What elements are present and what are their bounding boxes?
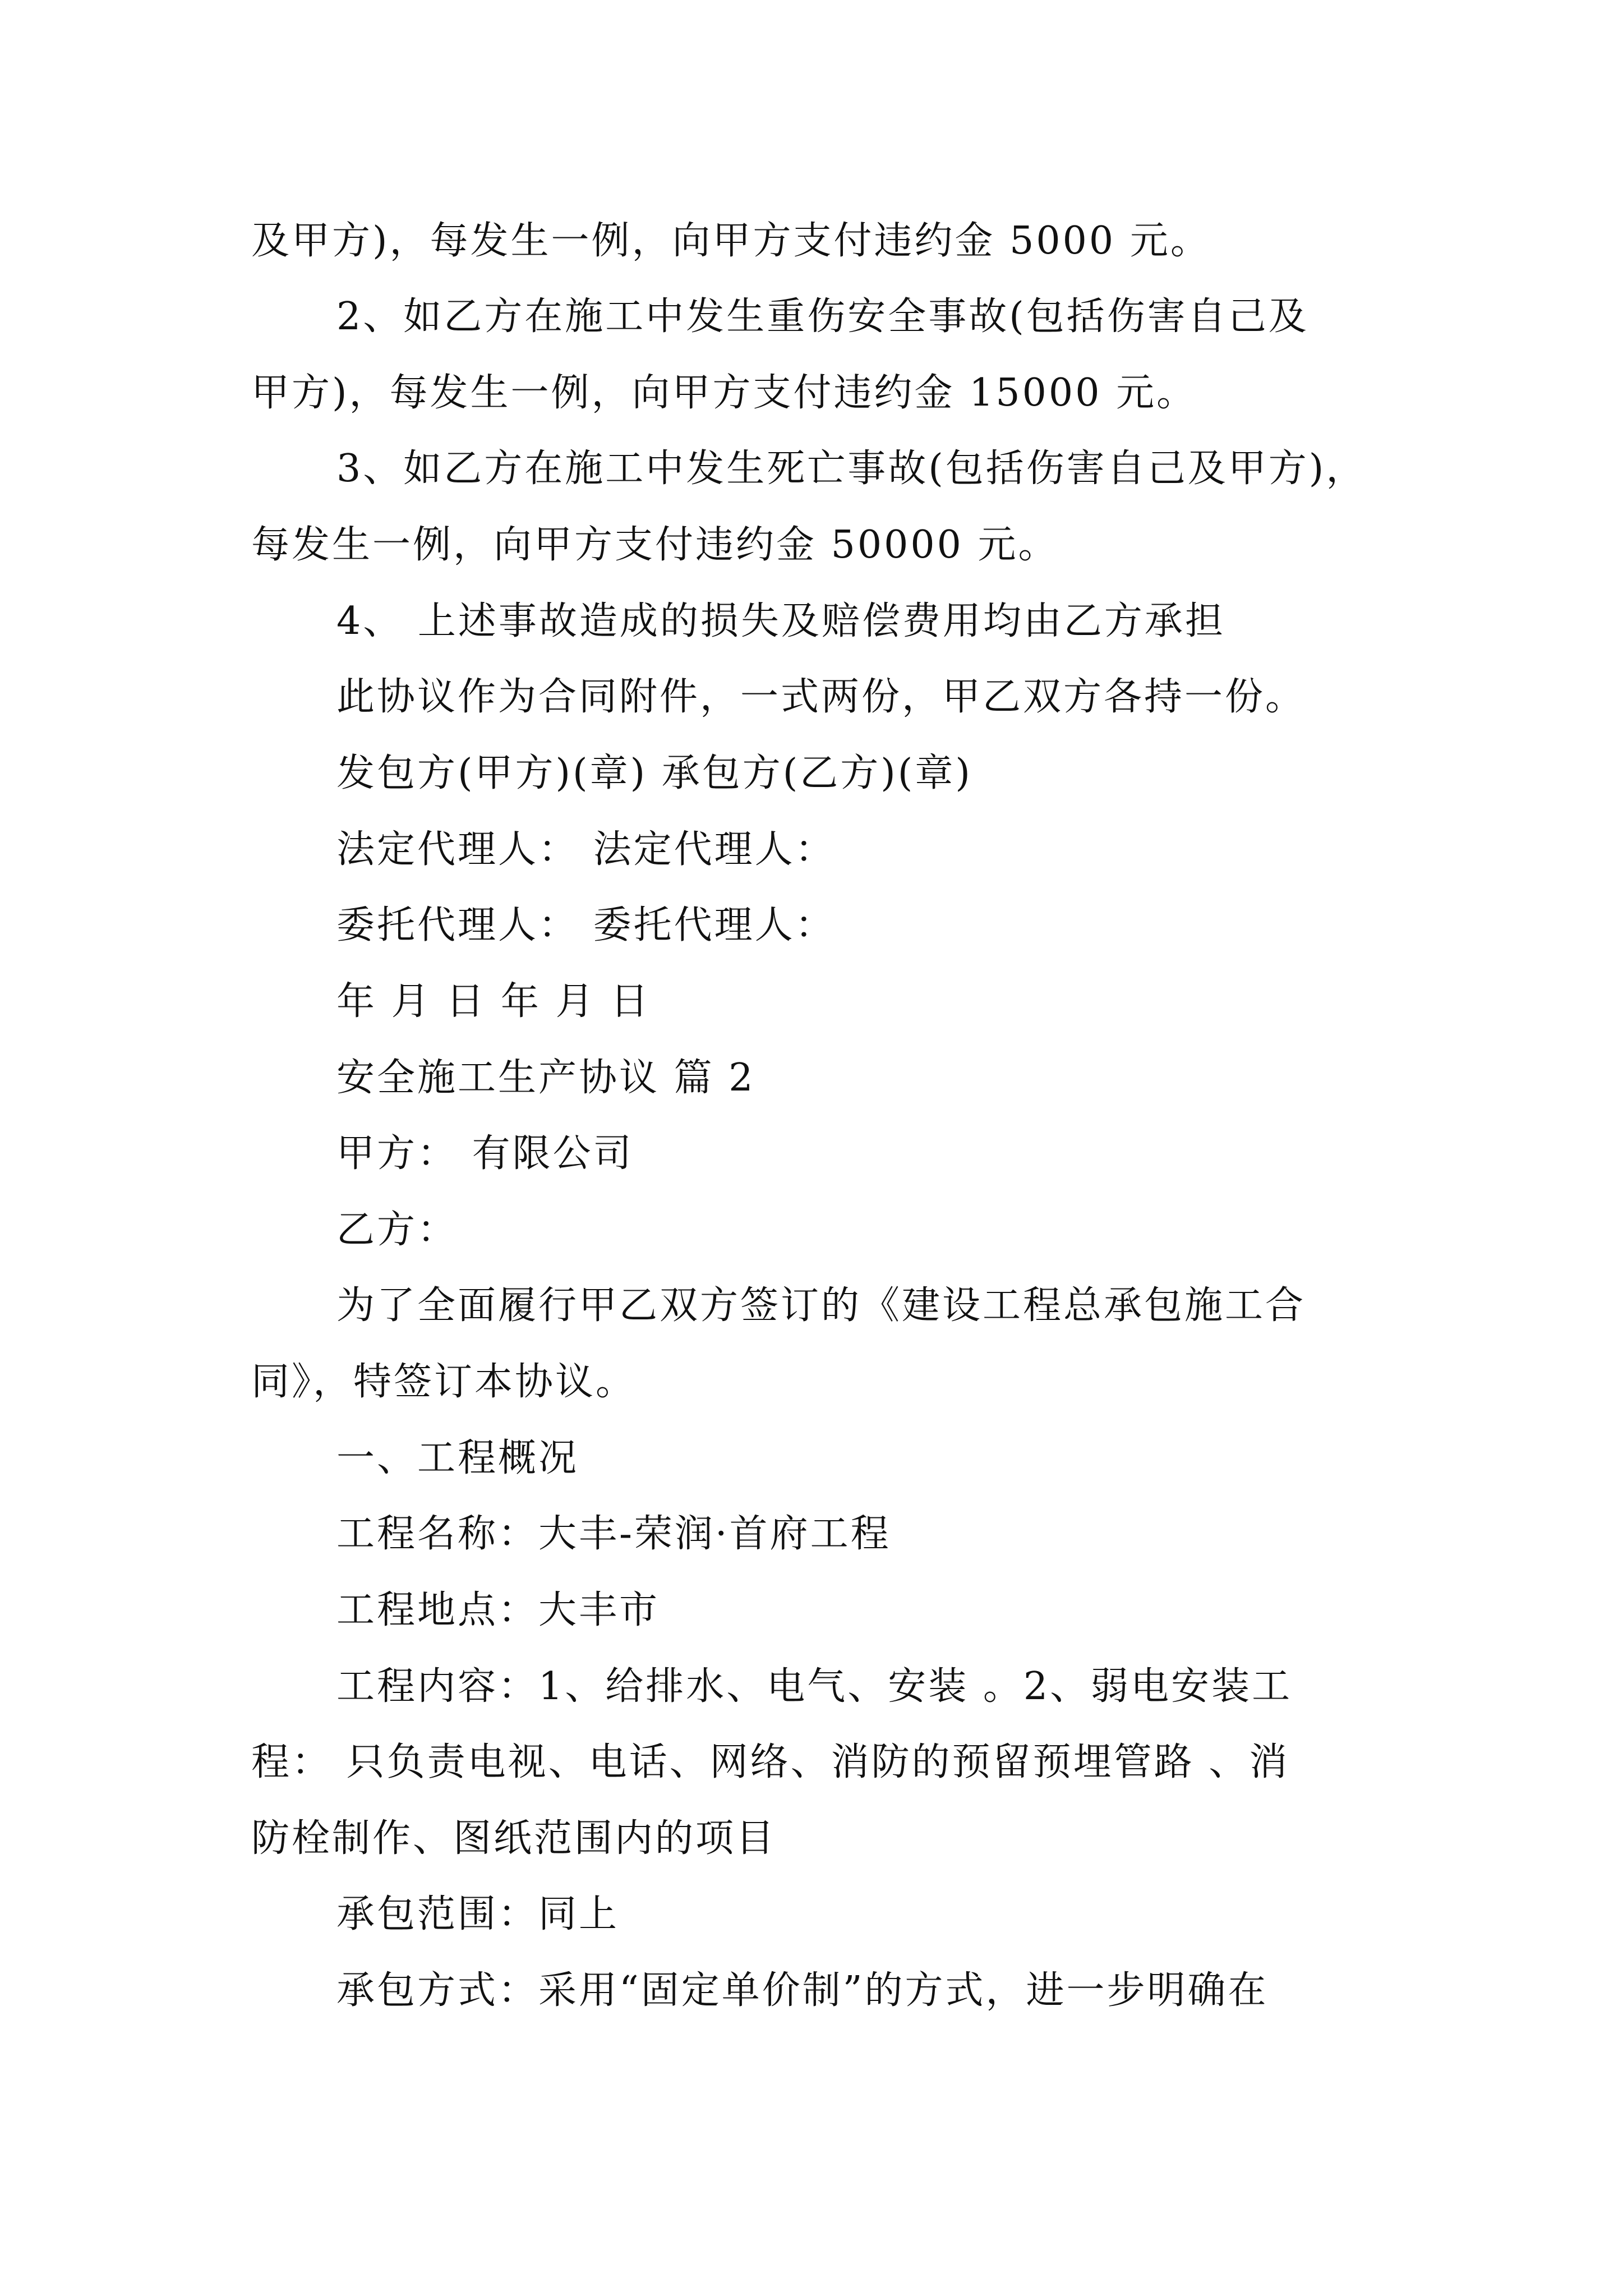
paragraph-line: 甲方)，每发生一例，向甲方支付违约金 15000 元。 (251, 371, 1197, 415)
party-a-line: 甲方： 有限公司 (336, 1131, 634, 1176)
entrusted-agent-line: 委托代理人： 委托代理人： (336, 903, 836, 947)
party-b-line: 乙方： (336, 1208, 458, 1252)
paragraph-line: 及甲方)，每发生一例，向甲方支付违约金 5000 元。 (251, 219, 1211, 263)
signature-parties-line: 发包方(甲方)(章) 承包方(乙方)(章) (336, 751, 972, 795)
section-heading: 一、工程概况 (336, 1436, 579, 1480)
project-location-line: 工程地点：大丰市 (336, 1588, 660, 1632)
paragraph-line: 4、 上述事故造成的损失及赔偿费用均由乙方承担 (336, 599, 1225, 643)
paragraph-line: 同》，特签订本协议。 (251, 1360, 637, 1404)
paragraph-line: 防栓制作、图纸范围内的项目 (251, 1816, 777, 1861)
project-content-line: 工程内容：1、给排水、电气、安装 。2、弱电安装工 (336, 1664, 1293, 1709)
project-name-line: 工程名称：大丰-荣润·首府工程 (336, 1512, 891, 1556)
paragraph-line: 3、如乙方在施工中发生死亡事故(包括伤害自己及甲方)， (336, 447, 1367, 491)
paragraph-line: 程： 只负责电视、电话、网络、消防的预留预埋管路 、消 (251, 1740, 1290, 1784)
scope-line: 承包范围：同上 (336, 1892, 620, 1936)
section-title: 安全施工生产协议 篇 2 (336, 1056, 755, 1100)
paragraph-line: 2、如乙方在施工中发生重伤安全事故(包括伤害自己及 (336, 295, 1309, 339)
legal-representative-line: 法定代理人： 法定代理人： (336, 827, 836, 872)
paragraph-line: 每发生一例，向甲方支付违约金 50000 元。 (251, 523, 1059, 567)
contract-method-line: 承包方式：采用“固定单价制”的方式，进一步明确在 (336, 1968, 1269, 2013)
paragraph-line: 此协议作为合同附件，一式两份，甲乙双方各持一份。 (336, 675, 1306, 719)
date-line: 年 月 日 年 月 日 (336, 979, 651, 1024)
paragraph-line: 为了全面履行甲乙双方签订的《建设工程总承包施工合 (336, 1283, 1306, 1328)
